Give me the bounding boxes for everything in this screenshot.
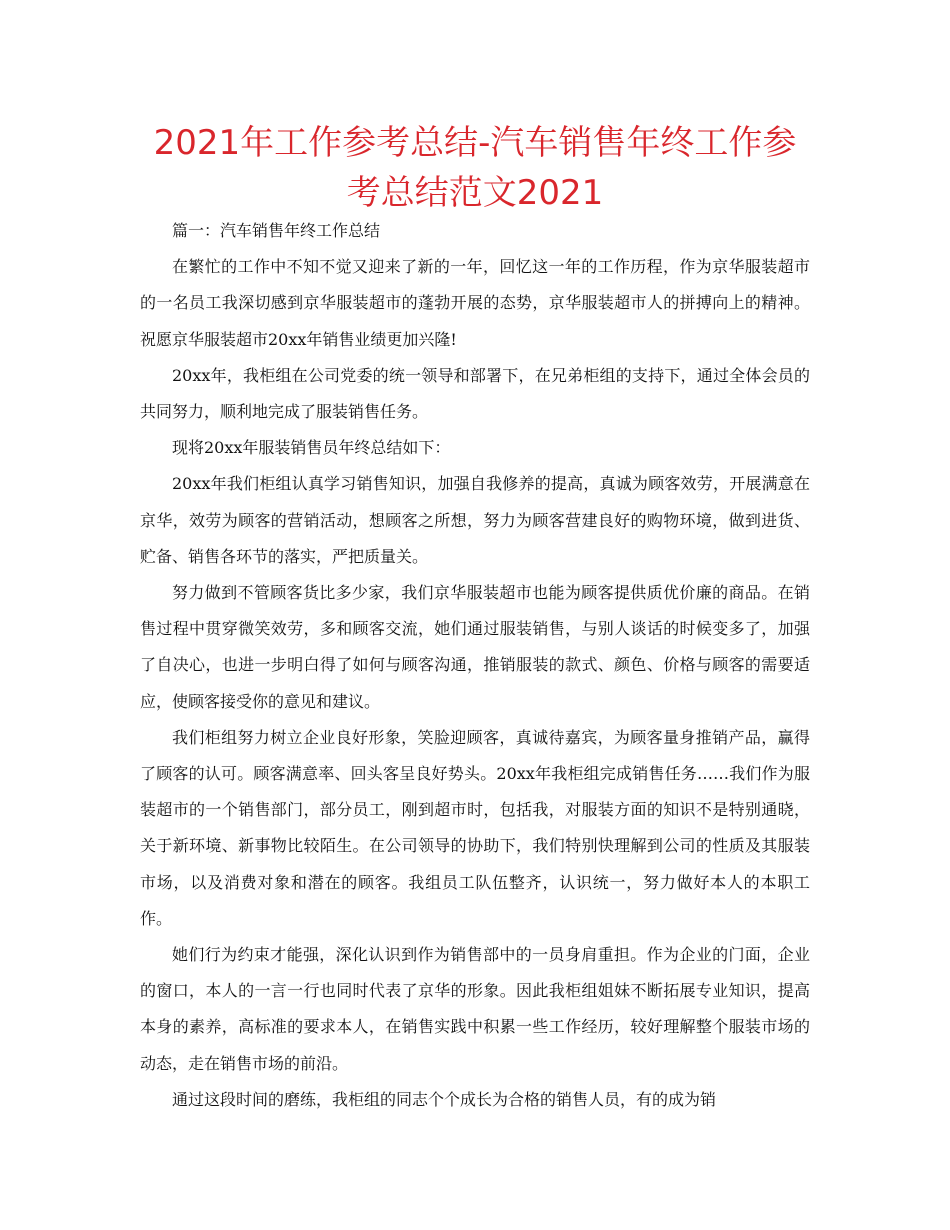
paragraph: 她们行为约束才能强，深化认识到作为销售部中的一员身肩重担。作为企业的门面，企业的窗口，本人的一言一行也同时代表了京华的形象。因此我柜组姐妹不断拓展专业知识，提高本身的素养，高标准的要求本人，在销售实践中积累一些工作经历，较好理解整个服装市场的动态，走在销售市场的前沿。 [140, 945, 810, 1073]
document-body [140, 213, 810, 1118]
paragraph: 20xx年，我柜组在公司党委的统一领导和部署下，在兄弟柜组的支持下，通过全体会员的共同努力，顺利地完成了服装销售任务。 [140, 365, 810, 422]
paragraph: 通过这段时间的磨练，我柜组的同志个个成长为合格的销售人员，有的成为销 [172, 1089, 717, 1109]
paragraph: 努力做到不管顾客货比多少家，我们京华服装超市也能为顾客提供质优价廉的商品。在销售过程中贯穿微笑效劳，多和顾客交流，她们通过服装销售，与别人谈话的时候变多了，加强了自决心，也进一步明白得了如何与顾客沟通，推销服装的款式、颜色、价格与顾客的需要适应，使顾客接受你的意见和建议。 [140, 583, 810, 711]
document-title: 2021年工作参考总结-汽车销售年终工作参考总结范文2021 [153, 123, 797, 213]
paragraph: 20xx年我们柜组认真学习销售知识，加强自我修养的提高，真诚为顾客效劳，开展满意在京华，效劳为顾客的营销活动，想顾客之所想，努力为顾客营建良好的购物环境，做到进货、贮备、销售各环节的落实，严把质量关。 [140, 474, 810, 566]
paragraph: 在繁忙的工作中不知不觉又迎来了新的一年，回忆这一年的工作历程，作为京华服装超市的一名员工我深切感到京华服装超市的蓬勃开展的态势，京华服装超市人的拼搏向上的精神。祝愿京华服装超市20xx年销售业绩更加兴隆! [140, 257, 810, 349]
paragraph: 现将20xx年服装销售员年终总结如下： [172, 438, 451, 458]
paragraph: 我们柜组努力树立企业良好形象，笑脸迎顾客，真诚待嘉宾，为顾客量身推销产品，赢得了顾客的认可。顾客满意率、回头客呈良好势头。20xx年我柜组完成销售任务……我们作为服装超市的一个销售部门，部分员工，刚到超市时，包括我，对服装方面的知识不是特别通晓，关于新环境、新事物比较陌生。在公司领导的协助下，我们特别快理解到公司的性质及其服装市场，以及消费对象和潜在的顾客。我组员工队伍整齐，认识统一，努力做好本人的本职工作。 [140, 727, 810, 928]
paragraph-section-heading: 篇一：汽车销售年终工作总结 [172, 221, 381, 240]
